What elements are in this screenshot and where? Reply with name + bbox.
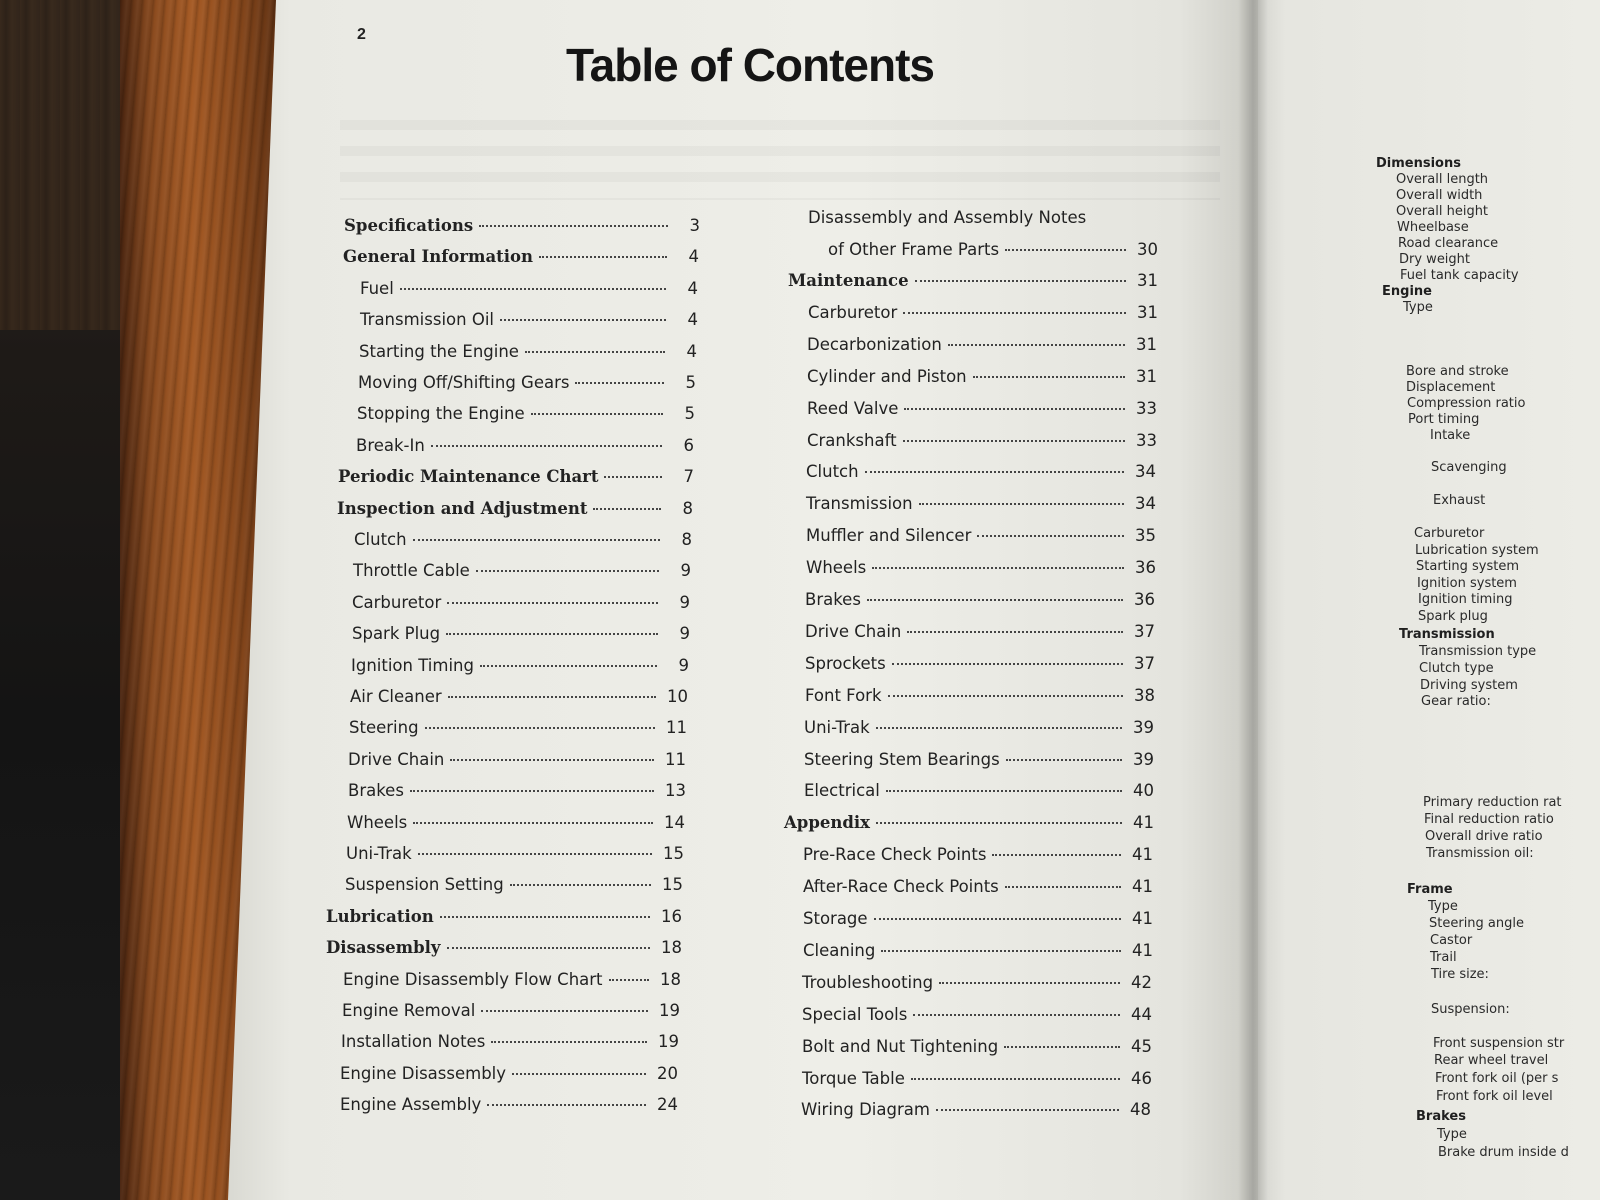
toc-entry	[349, 718, 687, 744]
toc-label: Periodic Maintenance Chart	[338, 467, 599, 487]
leader-dots	[450, 758, 654, 761]
toc-page: 31	[1137, 271, 1158, 290]
spec-label: Road clearance	[1398, 236, 1499, 251]
toc-label: Decarbonization	[807, 334, 942, 354]
toc-label: Steering Stem Bearings	[804, 749, 1000, 769]
toc-label: After-Race Check Points	[803, 877, 999, 897]
toc-page: 24	[657, 1095, 678, 1115]
toc-label: Engine Disassembly	[340, 1063, 507, 1083]
toc-label: Special Tools	[802, 1004, 908, 1024]
toc-page: 36	[1135, 558, 1156, 578]
leader-dots	[593, 507, 661, 510]
toc-page: 41	[1132, 845, 1153, 865]
spec-label: Rear wheel travel	[1434, 1053, 1549, 1068]
toc-page: 41	[1133, 813, 1154, 833]
toc-label: Drive Chain	[805, 621, 902, 641]
toc-label: Carburetor	[808, 302, 898, 322]
spec-label: Suspension:	[1431, 1002, 1510, 1017]
toc-page: 11	[666, 718, 687, 738]
spec-label: Wheelbase	[1397, 220, 1469, 235]
toc-page: 39	[1133, 717, 1154, 737]
toc-entry	[356, 436, 694, 462]
toc-entry	[806, 526, 1156, 552]
toc-label: Cleaning	[803, 940, 876, 960]
toc-entry	[804, 718, 1154, 744]
spec-label: Ignition timing	[1418, 592, 1513, 607]
spec-label: Port timing	[1408, 412, 1480, 427]
toc-entry	[801, 1100, 1151, 1126]
toc-entry	[802, 1037, 1152, 1063]
toc-page: 9	[678, 655, 689, 675]
toc-label: Uni-Trak	[804, 717, 870, 737]
toc-label: Ignition Timing	[351, 655, 474, 675]
toc-entry	[353, 561, 691, 587]
toc-entry	[345, 875, 683, 901]
toc-entry	[805, 590, 1155, 616]
toc-entry	[784, 813, 1154, 839]
toc-label: Carburetor	[352, 592, 442, 612]
toc-label: Break-In	[356, 435, 425, 455]
leader-dots	[476, 569, 659, 572]
toc-entry	[806, 462, 1156, 488]
toc-label: Throttle Cable	[353, 561, 470, 581]
toc-label: Pre-Race Check Points	[803, 845, 987, 865]
toc-entry	[808, 303, 1158, 329]
spec-label: Carburetor	[1414, 526, 1485, 541]
spec-label: Bore and stroke	[1406, 364, 1509, 379]
leader-dots	[936, 1108, 1119, 1111]
toc-label: Crankshaft	[807, 430, 897, 450]
toc-page: 5	[684, 404, 695, 424]
leader-dots	[881, 949, 1121, 952]
leader-dots	[512, 1072, 646, 1075]
toc-entry	[788, 271, 1158, 297]
toc-entry	[803, 877, 1153, 903]
leader-dots	[903, 439, 1125, 442]
leader-dots	[510, 883, 651, 886]
leader-dots	[948, 343, 1125, 346]
toc-label: Brakes	[805, 590, 861, 609]
toc-entry	[357, 404, 695, 430]
toc-page: 41	[1132, 909, 1153, 928]
leader-dots	[479, 224, 668, 227]
spec-label: Engine	[1382, 284, 1432, 299]
spec-label: Brake drum inside d	[1438, 1145, 1569, 1160]
toc-label: Clutch	[806, 462, 859, 482]
toc-page: 48	[1130, 1100, 1151, 1120]
spec-label: Transmission oil:	[1426, 846, 1534, 861]
toc-label: Installation Notes	[341, 1032, 486, 1052]
spec-label: Type	[1403, 300, 1433, 315]
leader-dots	[907, 630, 1123, 633]
toc-entry	[807, 335, 1157, 361]
leader-dots	[911, 1077, 1120, 1080]
leader-dots	[575, 381, 664, 384]
toc-entry	[351, 656, 689, 682]
toc-page: 34	[1135, 494, 1156, 514]
leader-dots	[903, 311, 1126, 314]
toc-entry	[802, 1069, 1152, 1095]
leader-dots	[1004, 1045, 1120, 1048]
toc-page: 45	[1131, 1036, 1152, 1056]
toc-label: of Other Frame Parts	[828, 240, 1000, 259]
toc-entry	[803, 845, 1153, 871]
leader-dots	[867, 598, 1123, 601]
leader-dots	[609, 978, 649, 981]
spec-label: Front fork oil (per s	[1435, 1071, 1559, 1086]
spec-label: Fuel tank capacity	[1400, 268, 1519, 283]
spec-label: Scavenging	[1431, 460, 1507, 475]
toc-entry	[360, 310, 698, 336]
toc-entry	[805, 654, 1155, 680]
toc-entry	[805, 622, 1155, 648]
leader-dots	[446, 632, 658, 635]
toc-page: 30	[1137, 240, 1158, 259]
toc-page: 35	[1135, 526, 1156, 546]
toc-page: 19	[658, 1032, 679, 1052]
toc-label: Cylinder and Piston	[807, 366, 967, 386]
toc-entry	[806, 558, 1156, 584]
toc-page: 40	[1133, 781, 1154, 801]
toc-label: Engine Disassembly Flow Chart	[343, 969, 603, 989]
leader-dots	[447, 946, 651, 949]
spec-label: Driving system	[1420, 678, 1518, 693]
toc-label: Wiring Diagram	[801, 1100, 930, 1120]
toc-label: Storage	[803, 909, 868, 928]
toc-entry	[338, 467, 694, 493]
spec-label: Tire size:	[1431, 967, 1489, 982]
spec-label: Final reduction ratio	[1424, 812, 1554, 827]
toc-label: Sprockets	[805, 653, 886, 673]
toc-page: 44	[1131, 1004, 1152, 1024]
toc-page: 3	[689, 216, 700, 235]
toc-label: Font Fork	[805, 685, 882, 705]
leader-dots	[992, 853, 1121, 856]
toc-entry	[326, 938, 682, 964]
spec-label: Trail	[1430, 950, 1457, 965]
book-gutter	[1238, 0, 1268, 1200]
toc-page: 10	[667, 687, 688, 706]
toc-page: 37	[1134, 653, 1155, 673]
leader-dots	[500, 318, 666, 321]
spec-label: Transmission type	[1419, 644, 1537, 659]
toc-label: Fuel	[360, 278, 394, 298]
leader-dots	[481, 1009, 648, 1012]
toc-page: 4	[687, 278, 698, 298]
page-title: Table of Contents	[565, 39, 935, 91]
toc-label: Clutch	[354, 530, 407, 549]
toc-label: Disassembly and Assembly Notes	[808, 208, 1087, 227]
toc-right-header-line1	[808, 208, 1086, 234]
toc-entry	[358, 373, 696, 399]
toc-entry	[803, 909, 1153, 935]
spec-label: Type	[1437, 1127, 1467, 1142]
spec-label: Dimensions	[1376, 156, 1461, 171]
toc-label: Transmission	[806, 494, 913, 514]
toc-entry	[352, 593, 690, 619]
toc-right-header-line2	[808, 240, 1158, 266]
spec-label: Ignition system	[1417, 576, 1517, 591]
toc-page: 41	[1132, 877, 1153, 897]
leader-dots	[865, 470, 1124, 473]
spec-label: Overall drive ratio	[1425, 829, 1543, 844]
toc-page: 18	[661, 938, 682, 958]
toc-entry	[804, 781, 1154, 807]
toc-entry	[803, 941, 1153, 967]
toc-entry	[354, 530, 692, 556]
spec-label: Starting system	[1416, 559, 1519, 574]
toc-page: 19	[659, 1001, 680, 1020]
toc-page: 31	[1137, 302, 1158, 322]
toc-page: 18	[660, 969, 681, 989]
spec-label: Type	[1428, 899, 1458, 914]
spec-label: Gear ratio:	[1421, 694, 1491, 709]
spec-label: Primary reduction rat	[1423, 795, 1562, 810]
toc-page: 7	[683, 467, 694, 487]
leader-dots	[525, 350, 665, 353]
spec-label: Lubrication system	[1415, 543, 1539, 558]
toc-page: 4	[687, 310, 698, 330]
leader-dots	[418, 852, 652, 855]
toc-entry	[337, 499, 693, 525]
toc-page: 41	[1132, 940, 1153, 960]
toc-page: 16	[661, 906, 682, 926]
toc-entry	[804, 750, 1154, 776]
spec-label: Brakes	[1416, 1109, 1466, 1124]
spec-label: Exhaust	[1433, 493, 1486, 508]
leader-dots	[888, 694, 1123, 697]
toc-page: 4	[688, 247, 699, 267]
toc-page: 8	[681, 530, 692, 549]
toc-entry	[360, 279, 698, 305]
spec-label: Front suspension str	[1433, 1036, 1565, 1051]
leader-dots	[410, 789, 654, 792]
toc-label: Bolt and Nut Tightening	[802, 1036, 999, 1056]
toc-page: 42	[1131, 972, 1152, 992]
toc-entry	[806, 494, 1156, 520]
leader-dots	[487, 1103, 646, 1106]
toc-entry	[350, 687, 688, 713]
toc-entry	[348, 750, 686, 776]
toc-page: 33	[1136, 430, 1157, 450]
leader-dots	[448, 695, 656, 698]
toc-entry	[347, 813, 685, 839]
toc-page: 20	[657, 1063, 678, 1083]
toc-label: Starting the Engine	[359, 341, 519, 361]
toc-entry	[343, 247, 699, 273]
leader-dots	[400, 287, 666, 290]
toc-label: Brakes	[348, 781, 404, 801]
toc-entry	[326, 907, 682, 933]
leader-dots	[431, 444, 662, 447]
spec-label: Dry weight	[1399, 252, 1471, 267]
toc-label: Disassembly	[326, 938, 441, 958]
page-number: 2	[357, 26, 366, 43]
toc-label: Drive Chain	[348, 749, 445, 769]
toc-label: Wheels	[347, 812, 408, 832]
leader-dots	[440, 915, 650, 918]
toc-page: 9	[679, 592, 690, 612]
toc-label: Torque Table	[802, 1068, 905, 1088]
leader-dots	[915, 279, 1126, 282]
toc-entry	[807, 431, 1157, 457]
spec-label: Overall length	[1396, 172, 1489, 187]
leader-dots	[904, 407, 1125, 410]
toc-page: 15	[662, 875, 683, 895]
toc-page: 46	[1131, 1068, 1152, 1088]
spec-label: Overall width	[1396, 188, 1483, 203]
toc-page: 8	[682, 498, 693, 518]
toc-label: Engine Removal	[342, 1001, 476, 1020]
toc-entry	[807, 399, 1157, 425]
leader-dots	[872, 566, 1124, 569]
toc-label: Electrical	[804, 781, 880, 801]
spec-label: Front fork oil level	[1436, 1089, 1553, 1104]
toc-page: 14	[664, 812, 685, 832]
toc-label: Transmission Oil	[360, 310, 494, 330]
spec-label: Overall height	[1396, 204, 1489, 219]
toc-page: 4	[686, 341, 697, 361]
leader-dots	[491, 1040, 647, 1043]
toc-page: 31	[1136, 366, 1157, 386]
toc-label: Spark Plug	[352, 624, 441, 644]
toc-page: 11	[665, 749, 686, 769]
leader-dots	[874, 917, 1121, 920]
toc-entry	[352, 624, 690, 650]
spec-label: Compression ratio	[1407, 396, 1526, 411]
toc-page: 15	[663, 844, 684, 863]
leader-dots	[913, 1013, 1120, 1016]
spec-label: Spark plug	[1418, 609, 1488, 624]
toc-entry	[805, 686, 1155, 712]
spec-label: Intake	[1430, 428, 1471, 443]
show-through-text	[340, 120, 1220, 200]
leader-dots	[939, 981, 1120, 984]
toc-label: Steering	[349, 718, 419, 738]
toc-page: 33	[1136, 398, 1157, 418]
toc-entry	[359, 342, 697, 368]
leader-dots	[973, 375, 1125, 378]
toc-label: Stopping the Engine	[357, 404, 525, 424]
leader-dots	[539, 255, 667, 258]
leader-dots	[480, 664, 657, 667]
toc-label: Suspension Setting	[345, 875, 504, 895]
leader-dots	[425, 726, 655, 729]
toc-entry	[343, 970, 681, 996]
toc-page: 36	[1134, 590, 1155, 609]
leader-dots	[1006, 758, 1122, 761]
leader-dots	[1005, 248, 1126, 251]
spec-label: Transmission	[1399, 627, 1495, 642]
toc-page: 39	[1133, 749, 1154, 769]
leader-dots	[977, 534, 1124, 537]
toc-entry	[346, 844, 684, 870]
toc-entry	[807, 367, 1157, 393]
toc-label: Lubrication	[326, 906, 434, 926]
toc-page: 31	[1136, 334, 1157, 354]
toc-page: 38	[1134, 685, 1155, 705]
toc-page: 9	[679, 624, 690, 644]
spec-label: Castor	[1430, 933, 1473, 948]
leader-dots	[413, 538, 660, 541]
toc-page: 13	[665, 781, 686, 801]
toc-entry	[802, 973, 1152, 999]
spec-label: Frame	[1407, 882, 1453, 897]
toc-entry	[348, 781, 686, 807]
leader-dots	[886, 789, 1122, 792]
toc-entry	[340, 1064, 678, 1090]
leader-dots	[892, 662, 1123, 665]
toc-label: Appendix	[784, 813, 871, 833]
toc-label: Reed Valve	[807, 398, 899, 418]
leader-dots	[919, 502, 1124, 505]
toc-page: 37	[1134, 621, 1155, 641]
toc-page: 6	[683, 435, 694, 455]
spec-label: Clutch type	[1419, 661, 1494, 676]
toc-page: 9	[680, 561, 691, 581]
toc-label: Uni-Trak	[346, 844, 412, 863]
toc-label: Engine Assembly	[340, 1095, 482, 1115]
leader-dots	[604, 475, 662, 478]
toc-label: Maintenance	[788, 271, 909, 290]
toc-page: 34	[1135, 462, 1156, 482]
toc-entry	[341, 1032, 679, 1058]
toc-page: 5	[685, 373, 696, 392]
spec-label: Steering angle	[1429, 916, 1524, 931]
toc-label: Troubleshooting	[802, 972, 934, 992]
toc-entry	[344, 216, 700, 242]
leader-dots	[876, 726, 1122, 729]
toc-entry	[342, 1001, 680, 1027]
toc-entry	[340, 1095, 678, 1121]
toc-label: General Information	[343, 247, 534, 267]
leader-dots	[531, 412, 663, 415]
toc-label: Wheels	[806, 558, 867, 578]
leader-dots	[1005, 885, 1121, 888]
leader-dots	[413, 821, 653, 824]
toc-label: Air Cleaner	[350, 687, 442, 706]
toc-label: Specifications	[344, 216, 474, 235]
leader-dots	[447, 601, 658, 604]
leader-dots	[876, 821, 1122, 824]
toc-label: Inspection and Adjustment	[337, 498, 588, 518]
toc-entry	[802, 1005, 1152, 1031]
toc-label: Moving Off/Shifting Gears	[358, 373, 570, 392]
spec-label: Displacement	[1406, 380, 1496, 395]
toc-label: Muffler and Silencer	[806, 526, 972, 546]
